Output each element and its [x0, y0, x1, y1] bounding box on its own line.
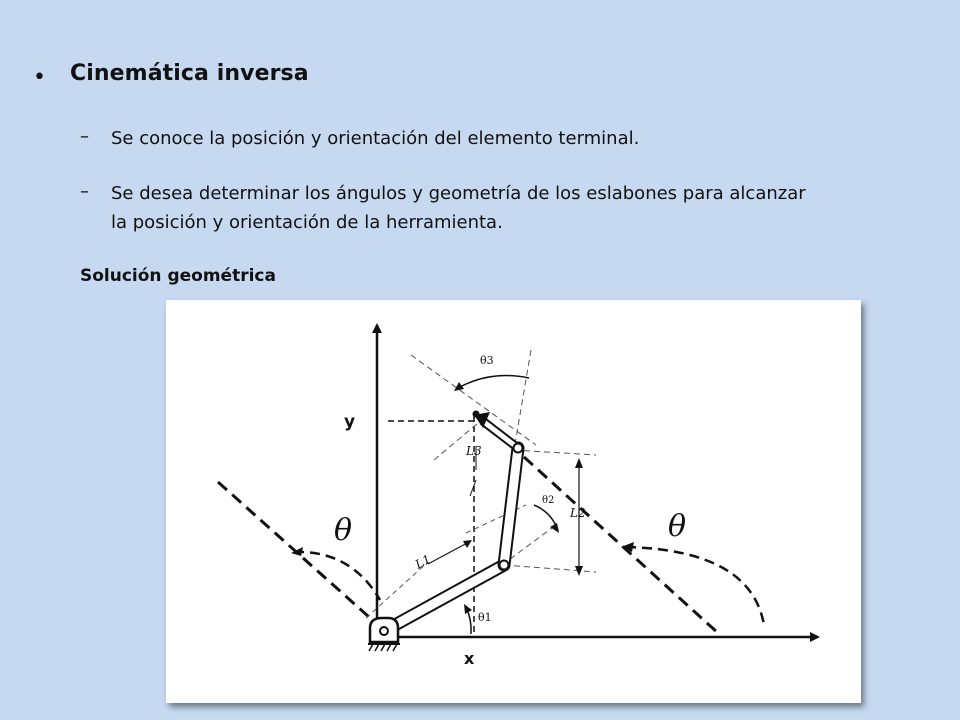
theta2-label: θ2 — [542, 495, 555, 506]
joint-1 — [380, 627, 388, 635]
point-1-text: Se conoce la posición y orientación del elemento terminal. — [111, 128, 640, 149]
point-2-line2: la posición y orientación de la herramienta. — [111, 212, 503, 233]
point-2-line1: Se desea determinar los ángulos y geometría de los eslabones para alcanzar — [111, 183, 806, 204]
l2-label: L2 — [570, 506, 586, 520]
section-label: Solución geométrica — [80, 266, 276, 286]
y-axis-label: y — [344, 412, 356, 432]
theta-left-label: θ — [334, 513, 353, 548]
theta-arc-left — [294, 552, 380, 600]
x-axis-label: x — [464, 649, 475, 668]
dash-2: – — [80, 181, 89, 202]
ground-hatch — [369, 644, 397, 651]
l3-label: L3 — [466, 444, 482, 458]
joint-3 — [514, 444, 523, 453]
dash-1: – — [80, 126, 89, 147]
theta1-label: θ1 — [478, 611, 492, 624]
orientation-line-right — [524, 457, 718, 633]
theta3-label: θ3 — [480, 354, 494, 367]
joint-2 — [500, 561, 509, 570]
bullet-dot: • — [33, 65, 46, 90]
slide-title: Cinemática inversa — [70, 61, 309, 86]
theta3-arc — [458, 376, 529, 388]
theta-right-label: θ — [668, 509, 687, 544]
robot-arm-figure — [166, 300, 861, 703]
kinematics-diagram — [166, 300, 861, 703]
target-point — [473, 411, 480, 418]
l1-label: L1 — [412, 551, 434, 572]
